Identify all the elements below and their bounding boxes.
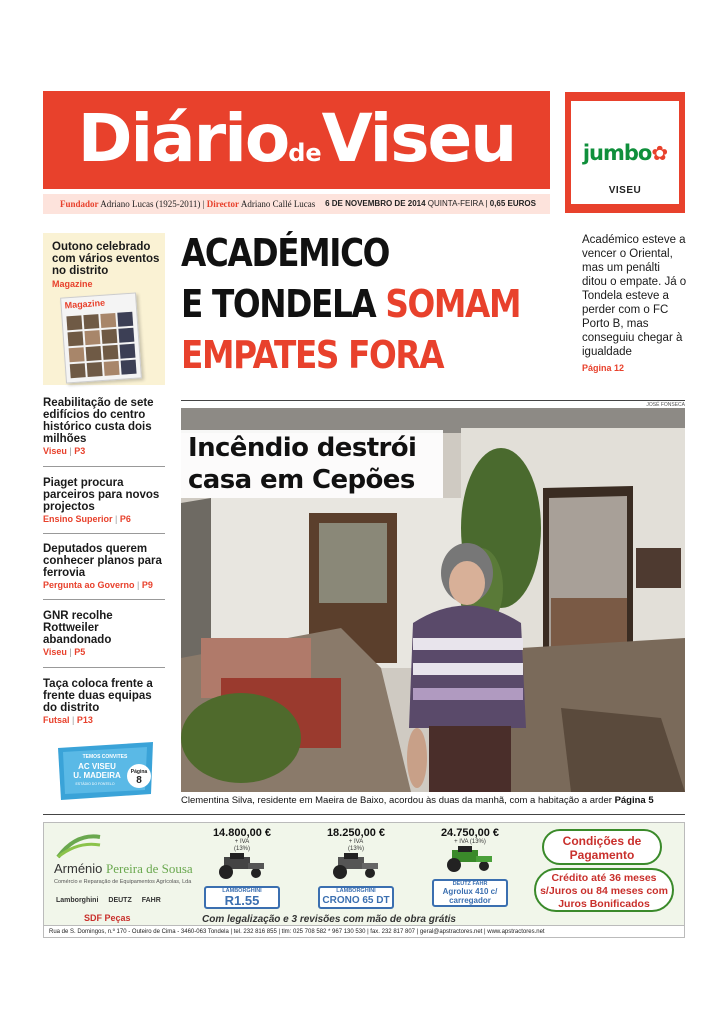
divider — [43, 599, 165, 600]
divider — [181, 400, 685, 401]
svg-text:TEMOS CONVITES: TEMOS CONVITES — [82, 754, 128, 760]
tractor-icon — [438, 846, 502, 872]
svg-text:Página: Página — [130, 769, 148, 775]
tractor-offer[interactable]: 24.750,00 € + IVA (13%) DEUTZ FAHR Agrolux 410 c/ carregador — [420, 827, 520, 907]
ad-brand-description: Comércio e Reparação de Equipamentos Agrícolas, Lda — [54, 879, 192, 885]
tractor-advertisement[interactable] — [43, 822, 685, 938]
magazine-cover-photos — [66, 312, 136, 378]
ad-legalization-note: Com legalização e 3 revisões com mão de obra grátis — [202, 914, 456, 925]
divider — [43, 533, 165, 534]
ad-sdf: SDF Peças — [84, 913, 131, 923]
magazine-teaser-section: Magazine — [52, 279, 93, 289]
lead-summary[interactable]: Académico esteve a vencer o Oriental, mas um penálti ditou o empate. Já o Tondela esteve a perder com o FC Porto B, mas conseguiu chegar à igualdade Página 12 — [582, 234, 687, 373]
sidebar-story[interactable]: Taça coloca frente a frente duas equipas do distrito Futsal | P13 — [43, 678, 153, 725]
divider — [43, 814, 685, 815]
ad-brand: Arménio Pereira de Sousa — [54, 861, 193, 876]
tractor-offer[interactable]: 14.800,00 € + IVA (13%) LAMBORGHINI R1.55 — [192, 827, 292, 909]
divider — [43, 667, 165, 668]
sidebar-story[interactable]: Reabilitação de sete edifícios do centro histórico custa dois milhões Viseu | P3 — [43, 397, 154, 456]
sidebar-story[interactable]: GNR recolhe Rottweiler abandonado Viseu | P5 — [43, 610, 113, 657]
sidebar-story[interactable]: Piaget procura parceiros para novos projectos Ensino Superior | P6 — [43, 477, 160, 524]
photo-caption: Clementina Silva, residente em Maeira de Baixo, acordou às duas da manhã, com a habitação a arder Página 5 — [181, 795, 654, 806]
masthead-info-strip — [43, 194, 550, 214]
ad-partners: Lamborghini DEUTZ FAHR — [56, 897, 161, 904]
ad-address: Rua de S. Domingos, n.º 170 - Outeiro de Cima - 3460-063 Tondela | tel. 232 816 855 | tlm: 025 708 582 * 967 130 530 | fax. 232 817 807 | geral@apstractores.net | www.apstractores.net — [44, 925, 684, 937]
payment-conditions: Condições de Pagamento — [542, 829, 662, 865]
tractor-offer[interactable]: 18.250,00 € + IVA (13%) LAMBORGHINI CRONO 65 DT — [306, 827, 406, 909]
credit-terms: Crédito até 36 meses s/Juros ou 84 meses com Juros Bonificados — [534, 868, 674, 912]
tractor-icon — [210, 853, 274, 879]
newspaper-title[interactable]: DiáriodeViseu — [77, 100, 516, 177]
masthead-credits: Fundador Adriano Lucas (1925-2011) | Director Adriano Callé Lucas — [60, 199, 316, 209]
jumbo-logo: jumbo✿ — [582, 141, 668, 165]
jumbo-city: VISEU — [608, 185, 642, 196]
masthead-date-price: 6 DE NOVEMBRO DE 2014 QUINTA-FEIRA | 0,65 EUROS — [325, 199, 536, 208]
photo-credit: JOSÉ FONSECA — [646, 402, 685, 408]
tickets-promo-badge[interactable] — [55, 742, 155, 802]
elephant-icon: ✿ — [651, 141, 668, 165]
magazine-teaser[interactable] — [43, 233, 165, 385]
divider — [43, 466, 165, 467]
magazine-cover-image: Magazine — [60, 292, 142, 383]
svg-text:ESTÁDIO DO FONTELO: ESTÁDIO DO FONTELO — [75, 782, 115, 786]
svg-text:8: 8 — [136, 775, 142, 786]
jumbo-ad[interactable] — [565, 92, 685, 213]
svg-text:AC VISEU: AC VISEU — [78, 762, 116, 771]
photo-story-headline[interactable]: Incêndio destrói casa em Cepões — [188, 433, 417, 495]
sidebar-story[interactable]: Deputados querem conhecer planos para ferrovia Pergunta ao Governo | P9 — [43, 543, 162, 590]
ad-logo-icon — [56, 833, 102, 859]
tractor-icon — [324, 853, 388, 879]
svg-text:U. MADEIRA: U. MADEIRA — [73, 771, 121, 780]
magazine-teaser-headline: Outono celebrado com vários eventos no distrito — [52, 241, 160, 277]
lead-headline[interactable]: ACADÉMICO E TONDELA SOMAM EMPATES FORA — [181, 231, 521, 377]
masthead-banner — [43, 91, 550, 189]
